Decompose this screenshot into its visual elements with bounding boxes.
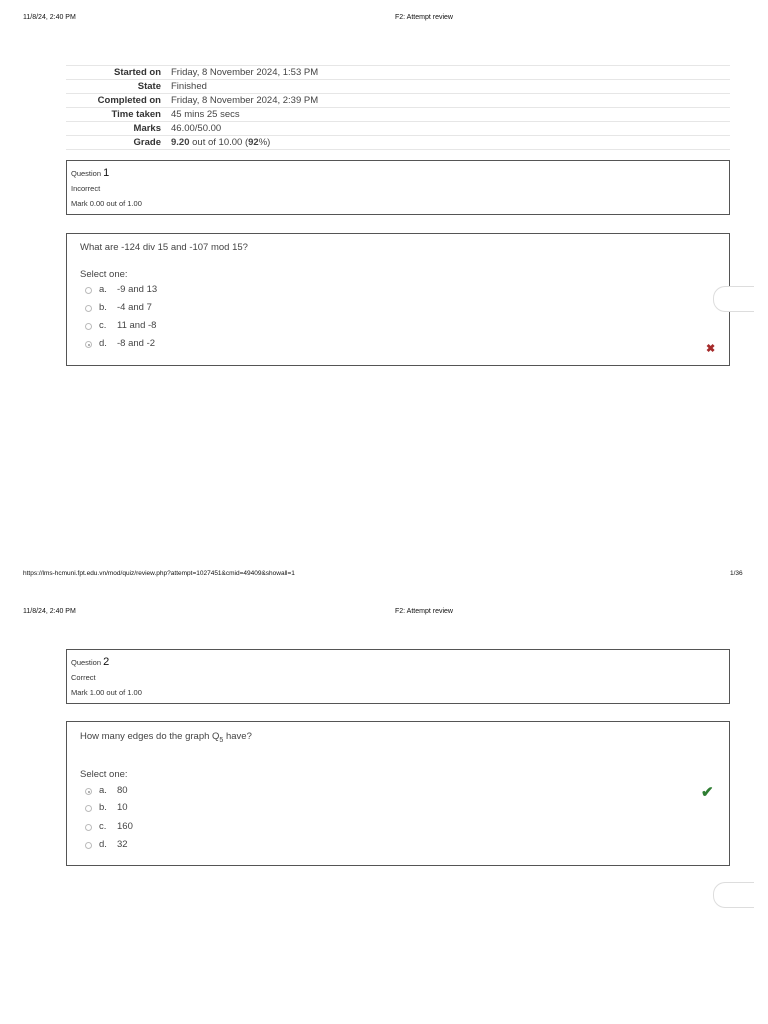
option-letter: a. bbox=[99, 785, 107, 796]
radio-button[interactable] bbox=[85, 805, 92, 812]
option-letter: c. bbox=[99, 320, 107, 331]
grade-suffix: %) bbox=[258, 137, 271, 148]
radio-button[interactable] bbox=[85, 842, 92, 849]
summary-row-started bbox=[66, 66, 730, 80]
summary-value: Friday, 8 November 2024, 1:53 PM bbox=[171, 66, 730, 80]
radio-button[interactable] bbox=[85, 323, 92, 330]
option-letter: c. bbox=[99, 821, 107, 832]
print-header-datetime: 11/8/24, 2:40 PM bbox=[23, 608, 76, 615]
option-text: -4 and 7 bbox=[117, 302, 152, 313]
question-text bbox=[80, 731, 252, 744]
question-mark: Mark 0.00 out of 1.00 bbox=[71, 199, 142, 208]
check-icon: ✔ bbox=[701, 784, 714, 801]
question-state: Correct bbox=[71, 673, 96, 682]
summary-value: 45 mins 25 secs bbox=[171, 108, 730, 122]
select-one-label: Select one: bbox=[80, 769, 128, 780]
summary-value: 46.00/50.00 bbox=[171, 122, 730, 136]
question-number-value: 2 bbox=[103, 656, 110, 668]
summary-value: Friday, 8 November 2024, 2:39 PM bbox=[171, 94, 730, 108]
option-letter: b. bbox=[99, 302, 107, 313]
radio-button[interactable] bbox=[85, 305, 92, 312]
option-text: -9 and 13 bbox=[117, 284, 158, 295]
summary-label: Started on bbox=[66, 66, 171, 80]
summary-row-marks bbox=[66, 122, 730, 136]
option-text: 160 bbox=[117, 821, 133, 832]
question-2-info bbox=[66, 649, 730, 704]
option-text: 32 bbox=[117, 839, 128, 850]
question-number bbox=[71, 656, 109, 668]
print-header-datetime: 11/8/24, 2:40 PM bbox=[23, 14, 76, 21]
question-label: Question bbox=[71, 169, 102, 178]
option-text: 80 bbox=[117, 785, 128, 796]
select-one-label: Select one: bbox=[80, 269, 128, 280]
summary-value: Finished bbox=[171, 80, 730, 94]
grade-percent: 92 bbox=[248, 137, 259, 148]
radio-button-selected[interactable] bbox=[85, 341, 92, 348]
summary-label: Marks bbox=[66, 122, 171, 136]
print-footer-url: https://lms-hcmuni.fpt.edu.vn/mod/quiz/review.php?attempt=1027451&cmid=49409&showall=1 bbox=[23, 570, 295, 577]
question-1-info bbox=[66, 160, 730, 215]
radio-button-selected[interactable] bbox=[85, 788, 92, 795]
option-text: 11 and -8 bbox=[117, 320, 157, 331]
question-1-content bbox=[66, 233, 730, 366]
summary-value bbox=[171, 136, 730, 150]
grade-value: 9.20 bbox=[171, 137, 190, 148]
cross-icon: ✖ bbox=[706, 343, 716, 355]
side-drawer-tab[interactable] bbox=[713, 286, 754, 312]
print-header-title: F2: Attempt review bbox=[395, 608, 453, 615]
radio-button[interactable] bbox=[85, 824, 92, 831]
print-footer-page: 1/36 bbox=[730, 570, 743, 577]
question-number bbox=[71, 167, 109, 179]
question-mark: Mark 1.00 out of 1.00 bbox=[71, 688, 142, 697]
question-text-end: have? bbox=[223, 731, 252, 742]
print-header-title: F2: Attempt review bbox=[395, 14, 453, 21]
side-drawer-tab[interactable] bbox=[713, 882, 754, 908]
option-text: -8 and -2 bbox=[117, 338, 156, 349]
attempt-summary-table bbox=[66, 65, 730, 150]
grade-out-of: out of 10.00 ( bbox=[189, 137, 249, 148]
summary-label: Time taken bbox=[66, 108, 171, 122]
question-2-content bbox=[66, 721, 730, 866]
question-label: Question bbox=[71, 658, 102, 667]
question-text-main: How many edges do the graph Q bbox=[80, 731, 220, 742]
summary-row-time-taken bbox=[66, 108, 730, 122]
summary-label: State bbox=[66, 80, 171, 94]
summary-row-completed bbox=[66, 94, 730, 108]
question-text: What are -124 div 15 and -107 mod 15? bbox=[80, 242, 248, 253]
summary-row-state bbox=[66, 80, 730, 94]
summary-label: Completed on bbox=[66, 94, 171, 108]
summary-label: Grade bbox=[66, 136, 171, 150]
option-letter: d. bbox=[99, 839, 107, 850]
option-letter: b. bbox=[99, 802, 107, 813]
summary-row-grade bbox=[66, 136, 730, 150]
question-state: Incorrect bbox=[71, 184, 101, 193]
option-letter: d. bbox=[99, 338, 107, 349]
question-text-subscript: 5 bbox=[219, 736, 224, 744]
radio-button[interactable] bbox=[85, 287, 92, 294]
question-number-value: 1 bbox=[103, 167, 110, 179]
option-letter: a. bbox=[99, 284, 107, 295]
option-text: 10 bbox=[117, 802, 128, 813]
